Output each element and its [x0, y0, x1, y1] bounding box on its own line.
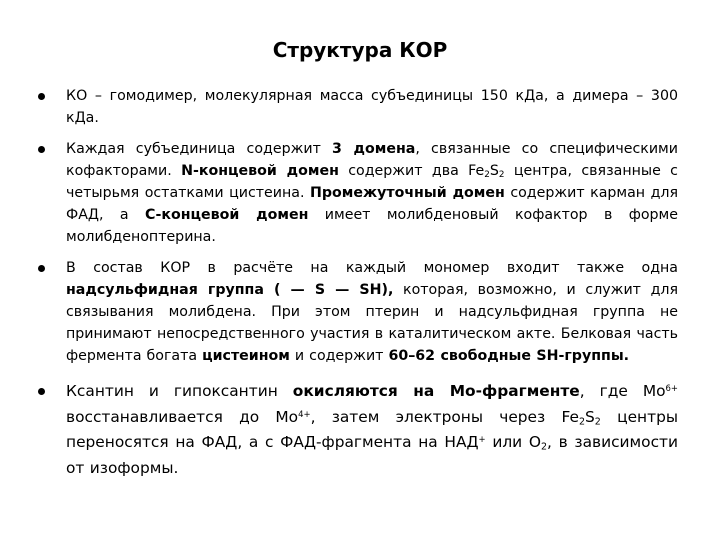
subscript: 2 [498, 170, 505, 181]
bullet-item-dimer [38, 85, 678, 129]
bullet-list [38, 85, 678, 490]
superscript: 4+ [298, 408, 311, 419]
text-run: , в зависимости от изоформы. [66, 433, 678, 477]
bullet-icon [38, 265, 45, 272]
subscript: 2 [484, 170, 490, 181]
bullet-icon [38, 93, 45, 100]
text-run: , связанные со специфическими кофакторами. [66, 141, 678, 179]
bullet-item-domains [38, 138, 678, 248]
text-run: Ксантин и гипоксантин [66, 382, 293, 400]
bullet-icon [38, 146, 45, 153]
text-run: имеет молибденовый кофактор в форме молибденоптерина. [66, 207, 678, 245]
superscript: 6+ [665, 382, 678, 393]
bold-run-oxidation: окисляются на Мо-фрагменте [292, 382, 580, 400]
text-run: S [489, 163, 499, 179]
text-run: и содержит [289, 348, 389, 364]
bold-run-c-terminal-domain: С-концевой домен [145, 207, 309, 223]
text-run: восстанавливается до Мо [66, 407, 299, 426]
text-run: центра, связанные с четырьмя остатками цистеина. [66, 163, 678, 201]
text-run: Каждая субъединица содержит [66, 141, 333, 157]
subscript: 2 [540, 441, 548, 453]
bold-run-cysteine: цистеином [202, 348, 290, 364]
bullet-item-persulfide [38, 257, 678, 367]
text-run: или О [485, 433, 541, 451]
bullet-text: КО – гомодимер, молекулярная масса субъединицы 150 кДа, а димера – 300 кДа. [66, 88, 678, 126]
text-run: , затем электроны через Fe [310, 407, 579, 426]
text-run: которая, возможно, и служит для связывания молибдена. При этом птерин и надсульфидная группа не принимают непосредственного участия в каталитическом акте. Белковая часть фермента богата [66, 282, 678, 364]
bold-run-three-domains: 3 домена [332, 141, 416, 157]
bold-run-n-terminal-domain: N-концевой домен [181, 163, 339, 179]
subscript: 2 [578, 415, 586, 427]
text-run: содержит два Fe [338, 163, 485, 179]
superscript: + [478, 433, 486, 444]
bullet-item-oxidation [38, 379, 678, 481]
bold-run-intermediate-domain: Промежуточный домен [309, 185, 505, 201]
slide-title: Структура КОР [272, 38, 448, 62]
subscript: 2 [594, 415, 601, 427]
text-run: В состав КОР в расчёте на каждый мономер входит также одна [66, 260, 678, 276]
bold-run-sh-groups: 60–62 свободные SH-группы. [388, 348, 630, 364]
text-run: S [585, 407, 595, 426]
bold-run-persulfide-group: надсульфидная группа ( — S — SH), [66, 282, 394, 298]
text-run: центры переносятся на ФАД, а с ФАД-фрагмента на НАД [66, 407, 679, 451]
bullet-icon [38, 388, 45, 395]
text-run: , где Мо [579, 382, 666, 400]
text-run: содержит карман для ФАД, а [66, 185, 678, 223]
